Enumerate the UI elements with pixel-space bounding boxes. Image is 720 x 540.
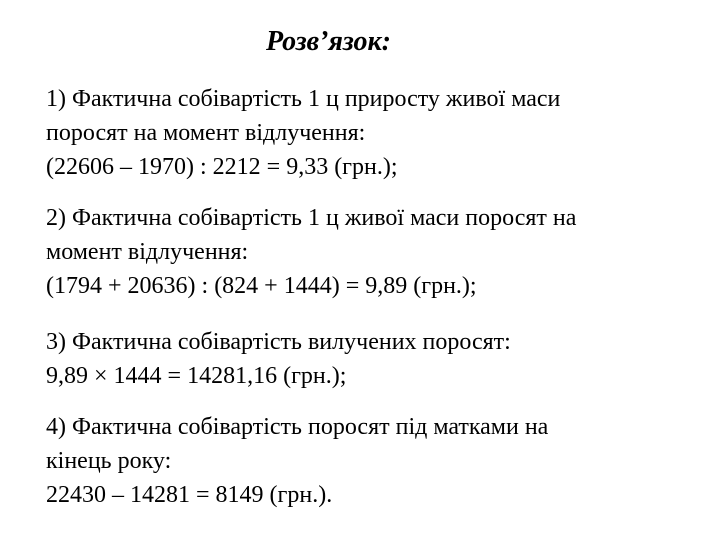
- step-2-formula: (1794 + 20636) : (824 + 1444) = 9,89 (грн.);: [46, 273, 477, 299]
- solution-title: Розв’язок:: [266, 26, 391, 57]
- step-4-line-1: 4) Фактична собівартість поросят під матками на: [46, 414, 549, 440]
- step-4-formula: 22430 – 14281 = 8149 (грн.).: [46, 482, 333, 508]
- step-4-line-2: кінець року:: [46, 448, 172, 474]
- step-1-line-2: поросят на момент відлучення:: [46, 120, 366, 146]
- solution-step-4: [46, 410, 706, 512]
- step-1-formula: (22606 – 1970) : 2212 = 9,33 (грн.);: [46, 154, 398, 180]
- solution-step-1: [46, 82, 706, 184]
- step-3-formula: 9,89 × 1444 = 14281,16 (грн.);: [46, 363, 347, 389]
- step-2-line-2: момент відлучення:: [46, 239, 249, 265]
- step-2-line-1: 2) Фактична собівартість 1 ц живої маси поросят на: [46, 205, 577, 231]
- solution-step-3: [46, 325, 706, 393]
- solution-step-2: [46, 201, 706, 303]
- step-1-line-1: 1) Фактична собівартість 1 ц приросту живої маси: [46, 86, 561, 112]
- step-3-line-1: 3) Фактична собівартість вилучених поросят:: [46, 329, 511, 355]
